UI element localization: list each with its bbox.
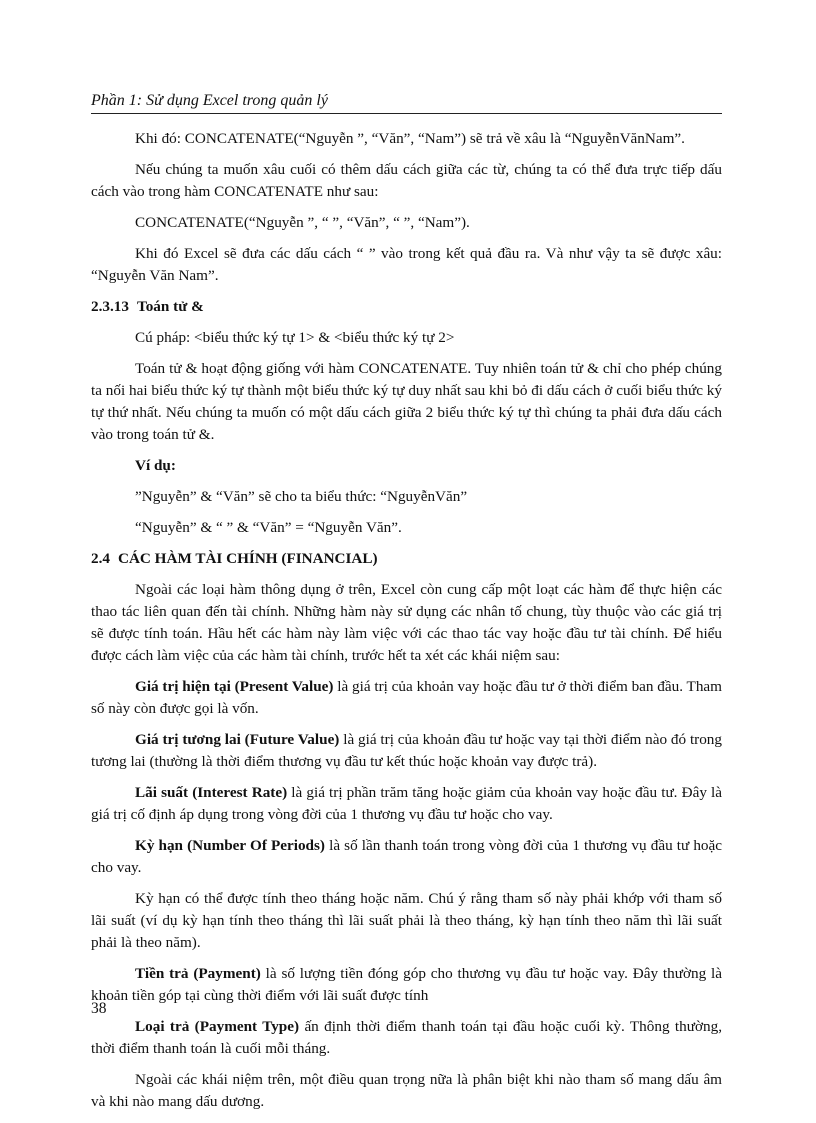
definition-text: là giá trị phần trăm tăng hoặc giảm của khoản vay hoặc đầu tư. Đây là giá trị cố định áp dụng trong vòng đời của 1 thương vụ đầu tư hoặc cho vay. <box>91 784 723 823</box>
section-number: 2.4 <box>91 550 110 567</box>
definition-text: là giá trị của khoản vay hoặc đầu tư ở thời điểm ban đầu. Tham số này còn được gọi là vốn. <box>91 678 722 717</box>
term-payment-type: Loại trả (Payment Type) <box>135 1018 300 1035</box>
definition-text: ấn định thời điểm thanh toán tại đầu hoặc cuối kỳ. Thông thường, thời điểm thanh toán là cuối mỗi tháng. <box>91 1018 722 1057</box>
definition-future-value <box>91 729 722 773</box>
section-number: 2.3.13 <box>91 298 129 315</box>
definition-number-of-periods <box>91 835 722 879</box>
section-heading-2-3-13 <box>91 296 722 318</box>
definition-payment-type <box>91 1016 722 1060</box>
term-number-of-periods: Kỳ hạn (Number Of Periods) <box>135 837 325 854</box>
paragraph-syntax: Cú pháp: <biểu thức ký tự 1> & <biểu thức ký tự 2> <box>135 329 455 346</box>
paragraph-concatenate-formula: CONCATENATE(“Nguyễn ”, “ ”, “Văn”, “ ”, “Nam”). <box>135 214 470 231</box>
paragraph-operator-description: Toán tử & hoạt động giống với hàm CONCATENATE. Tuy nhiên toán tử & chỉ cho phép chúng ta nối hai biểu thức ký tự thành một biểu thức ký tự duy nhất sau khi bỏ đi dấu cách ở cuối biểu thức ký tự thứ nhất. Nếu chúng ta muốn có một dấu cách giữa 2 biểu thức ký tự thì chúng ta phải đưa dấu cách vào trong toán tử &. <box>91 360 722 443</box>
paragraph-financial-intro: Ngoài các loại hàm thông dụng ở trên, Excel còn cung cấp một loạt các hàm để thực hiện các thao tác liên quan đến tài chính. Những hàm này sử dụng các nhân tố chung, tùy thuộc vào các giá trị sẽ được tính toán. Hầu hết các hàm này làm việc với các thao tác vay hoặc đầu tư tài chính. Để hiểu được cách làm việc của các hàm tài chính, trước hết ta xét các khái niệm sau: <box>91 581 722 664</box>
section-title: CÁC HÀM TÀI CHÍNH (FINANCIAL) <box>117 550 378 567</box>
page-number: 38 <box>91 1000 107 1017</box>
example-label: Ví dụ: <box>135 457 176 474</box>
paragraph-periods-note: Kỳ hạn có thể được tính theo tháng hoặc năm. Chú ý rằng tham số này phải khớp với tham số lãi suất (ví dụ kỳ hạn tính theo tháng thì lãi suất phải là theo tháng, kỳ hạn tính theo năm thì lãi suất phải là theo năm). <box>91 890 722 951</box>
section-title: Toán tử & <box>136 298 204 315</box>
term-present-value: Giá trị hiện tại (Present Value) <box>135 678 334 695</box>
definition-present-value <box>91 676 722 720</box>
definition-text: là số lần thanh toán trong vòng đời của 1 thương vụ đầu tư hoặc cho vay. <box>91 837 723 876</box>
paragraph-concatenate-result: Khi đó: CONCATENATE(“Nguyễn ”, “Văn”, “Nam”) sẽ trả về xâu là “NguyễnVănNam”. <box>135 130 685 147</box>
definition-text: là số lượng tiền đóng góp cho thương vụ đầu tư hoặc vay. Đây thường là khoản tiền góp tại cùng thời điểm với lãi suất được tính <box>91 965 722 1004</box>
definition-text: là giá trị của khoản đầu tư hoặc vay tại thời điểm nào đó trong tương lai (thường là thời điểm thương vụ đầu tư kết thúc hoặc khoản vay được trả). <box>91 731 722 770</box>
paragraph-space-result: Khi đó Excel sẽ đưa các dấu cách “ ” vào trong kết quả đầu ra. Và như vậy ta sẽ được xâu: “Nguyễn Văn Nam”. <box>91 245 722 284</box>
paragraph-example-2: “Nguyễn” & “ ” & “Văn” = “Nguyễn Văn”. <box>135 519 402 536</box>
term-interest-rate: Lãi suất (Interest Rate) <box>135 784 288 801</box>
term-payment: Tiền trả (Payment) <box>135 965 261 982</box>
section-heading-2-4 <box>91 548 722 570</box>
definition-interest-rate <box>91 782 722 826</box>
paragraph-example-1: ”Nguyễn” & “Văn” sẽ cho ta biểu thức: “NguyễnVăn” <box>135 488 468 505</box>
paragraph-space-intro: Nếu chúng ta muốn xâu cuối có thêm dấu cách giữa các từ, chúng ta có thể đưa trực tiếp dấu cách vào trong hàm CONCATENATE như sau: <box>91 161 722 200</box>
paragraph-sign-note: Ngoài các khái niệm trên, một điều quan trọng nữa là phân biệt khi nào tham số mang dấu âm và khi nào mang dấu dương. <box>91 1071 722 1110</box>
page-content <box>91 128 722 1122</box>
page-header: Phần 1: Sử dụng Excel trong quản lý <box>91 92 722 114</box>
term-future-value: Giá trị tương lai (Future Value) <box>135 731 340 748</box>
definition-payment <box>91 963 722 1007</box>
